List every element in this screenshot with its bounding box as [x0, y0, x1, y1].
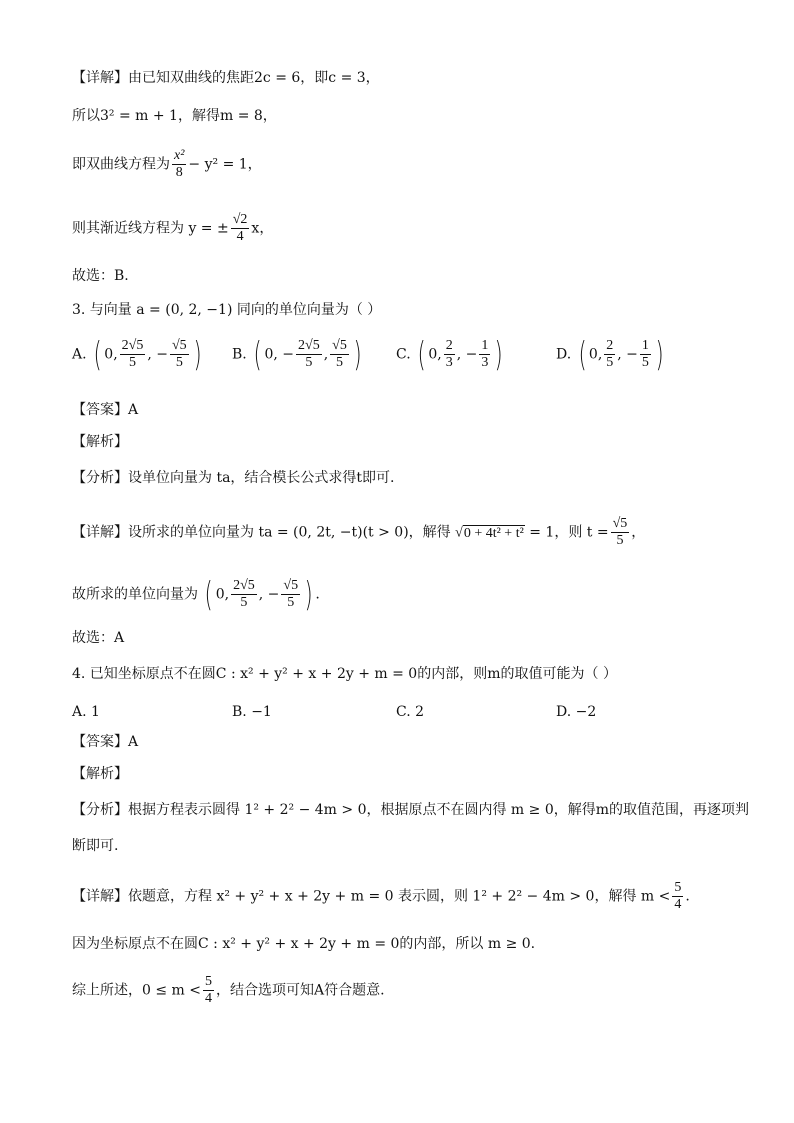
paren-left: ( [578, 334, 587, 375]
paren-right: ) [353, 334, 362, 375]
frac-num: √5 [612, 516, 628, 531]
paren-left: ( [417, 334, 426, 375]
q4-option-d: D. −2 [556, 704, 597, 720]
frac-num: √5 [171, 338, 187, 353]
text: 故所求的单位向量为 [72, 586, 198, 603]
select-b: 故选：B. [72, 268, 129, 284]
detail-line-2: 所以3² = m + 1，解得m = 8， [72, 108, 277, 124]
frac [444, 338, 455, 371]
detail-4c [72, 974, 385, 1007]
text: 则其渐近线方程为 y = ± [72, 220, 229, 237]
frac-den: 5 [641, 355, 649, 370]
frac [672, 880, 683, 913]
frac-den: 5 [336, 355, 343, 370]
option-label: C. [396, 346, 411, 363]
text: − y² = 1， [188, 156, 262, 173]
frac-den: 4 [674, 897, 682, 912]
frac-den: 5 [606, 355, 614, 370]
vec-part: , [323, 346, 329, 363]
paren-right: ) [193, 334, 202, 375]
analysis-4: 【解析】 [72, 766, 128, 782]
frac-den: 5 [287, 595, 295, 610]
vec-part: , − [258, 586, 280, 603]
paren-left: ( [205, 574, 214, 615]
frac-num: 2 [606, 338, 614, 353]
frac-num: 5 [205, 974, 212, 989]
option-label: B. [232, 346, 247, 363]
select-a: 故选：A [72, 630, 125, 646]
frac-den: 5 [616, 533, 624, 548]
detail-4a [72, 880, 690, 913]
vec-part: , − [456, 346, 478, 363]
text: x， [251, 220, 274, 237]
frac-den: 5 [240, 595, 248, 610]
text: = 1，则 t = [529, 524, 609, 541]
text: 即双曲线方程为 [72, 156, 170, 173]
analyze-3: 【分析】设单位向量为 ta，结合模长公式求得t即可. [72, 470, 395, 486]
frac-num: 2√5 [233, 578, 255, 593]
frac-den: 5 [175, 355, 183, 370]
frac-den: 4 [205, 991, 212, 1006]
q3-option-d [556, 334, 666, 375]
q3-option-a [72, 334, 204, 375]
frac [170, 338, 189, 371]
vec-part: 0, [428, 346, 442, 363]
answer-4: 【答案】A [72, 734, 139, 750]
vec-part: 0, [588, 346, 603, 363]
frac [231, 578, 257, 611]
q3-option-b [232, 334, 364, 375]
frac [479, 338, 490, 371]
analyze-4b: 断即可. [72, 838, 119, 854]
vec-part: , − [617, 346, 638, 363]
frac [611, 516, 630, 549]
frac-num: √2 [232, 212, 248, 227]
frac-num: 2√5 [298, 338, 320, 353]
question-4: 4. 已知坐标原点不在圆C : x² + y² + x + 2y + m = 0的内部，则m的取值可能为（ ） [72, 666, 617, 682]
detail-3 [72, 516, 645, 549]
detail-3b [72, 574, 320, 615]
option-label: A. [72, 346, 87, 363]
frac-num: 1 [481, 338, 489, 353]
option-label: D. [556, 346, 572, 363]
paren-right: ) [495, 334, 504, 375]
vec-part: , − [147, 346, 168, 363]
frac [640, 338, 651, 371]
answer-3: 【答案】A [72, 402, 139, 418]
text: ， [631, 524, 646, 541]
paren-right: ) [655, 334, 664, 375]
text: 综上所述，0 ≤ m < [72, 982, 201, 999]
paren-left: ( [93, 334, 102, 375]
q3-option-c [396, 334, 506, 375]
detail-line-4 [72, 212, 273, 245]
q4-option-a: A. 1 [72, 704, 100, 720]
frac-num: 2√5 [121, 338, 144, 353]
text: 【详解】依题意，方程 x² + y² + x + 2y + m = 0 表示圆，则 1² + 2² − 4m > 0，解得 m < [72, 888, 671, 905]
q4-option-c: C. 2 [396, 704, 425, 720]
frac-den: 8 [175, 165, 183, 180]
detail-4b: 因为坐标原点不在圆C : x² + y² + x + 2y + m = 0的内部，所以 m ≥ 0. [72, 936, 536, 952]
analyze-4a: 【分析】根据方程表示圆得 1² + 2² − 4m > 0，根据原点不在圆内得 m ≥ 0，解得m的取值范围，再逐项判 [72, 802, 750, 818]
text: 【详解】设所求的单位向量为 ta = (0, 2t, −t)(t > 0)，解得 [72, 524, 451, 541]
frac [330, 338, 349, 371]
frac [296, 338, 322, 371]
frac-num: √5 [332, 338, 347, 353]
frac-num: x² [174, 148, 185, 163]
sqrt-expr: √0 + 4t² + t² [455, 525, 524, 541]
q4-option-b: B. −1 [232, 704, 272, 720]
frac-num: √5 [283, 578, 299, 593]
detail-line-1: 【详解】由已知双曲线的焦距2c = 6，即c = 3， [72, 70, 380, 86]
vec-part: 0, [104, 346, 118, 363]
frac [604, 338, 615, 371]
radicand: 0 + 4t² + t² [463, 525, 524, 541]
detail-line-3 [72, 148, 262, 181]
fraction-x2-8 [172, 148, 186, 181]
text: . [685, 888, 690, 905]
fraction-sqrt2-4 [231, 212, 250, 245]
frac [281, 578, 300, 611]
frac-den: 5 [128, 355, 136, 370]
frac-den: 3 [445, 355, 453, 370]
question-3: 3. 与向量 a = (0, 2, −1) 同向的单位向量为（ ） [72, 302, 382, 318]
frac-num: 5 [674, 880, 682, 895]
frac-den: 3 [481, 355, 489, 370]
paren-right: ) [304, 574, 313, 615]
text: ，结合选项可知A符合题意. [216, 982, 385, 999]
vec-part: 0, − [264, 346, 295, 363]
paren-left: ( [253, 334, 262, 375]
frac-den: 5 [305, 355, 313, 370]
frac-den: 4 [236, 229, 244, 244]
frac-num: 1 [641, 338, 649, 353]
frac [203, 974, 214, 1007]
frac-num: 2 [445, 338, 453, 353]
analysis-3: 【解析】 [72, 434, 128, 450]
vec-part: 0, [215, 586, 230, 603]
frac [120, 338, 146, 371]
text: . [315, 586, 320, 603]
